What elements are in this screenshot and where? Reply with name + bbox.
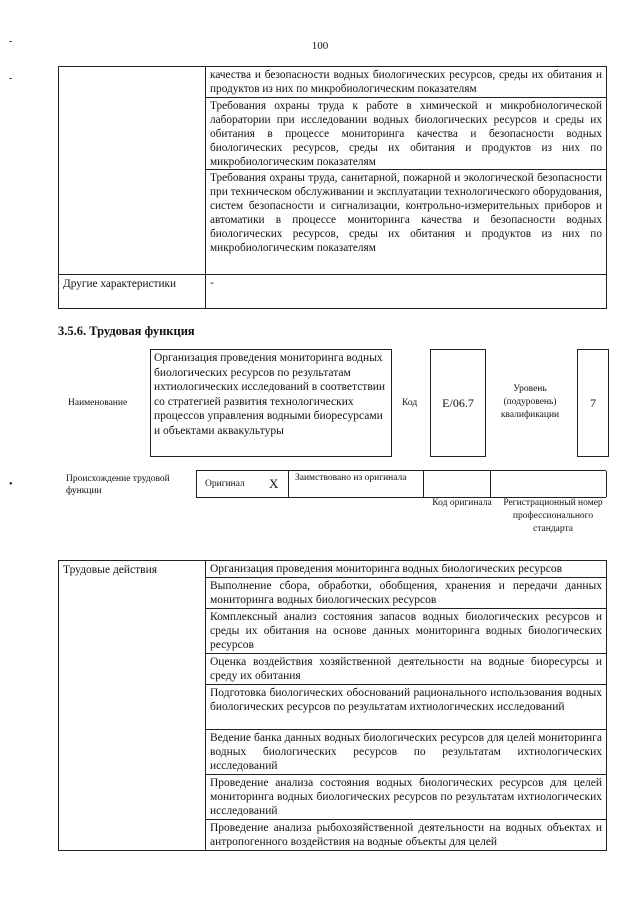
function-code: E/06.7 xyxy=(430,349,486,457)
origin-borrowed-cell xyxy=(288,471,424,497)
requirement-cell: - xyxy=(206,275,607,309)
level-label: Уровень (подуровень) квалификации xyxy=(500,384,560,420)
section-heading: 3.5.6. Трудовая функция xyxy=(58,324,195,338)
action-item: Комплексный анализ состояния запасов водных биологических ресурсов и среды их обитания на основе данных мониторинга водных биологических ресурсов xyxy=(206,609,607,654)
action-item: Организация проведения мониторинга водных биологических ресурсов xyxy=(206,561,607,578)
margin-mark: - xyxy=(9,73,13,84)
table-row xyxy=(59,275,607,309)
origin-row xyxy=(196,470,606,498)
action-item: Подготовка биологических обоснований рационального использования водных биологических ресурсов по результатам ихтиологических исследований xyxy=(206,685,607,730)
action-item: Проведение анализа состояния водных биологических ресурсов для целей мониторинга водных биологических ресурсов по результатам ихтиологических исследований xyxy=(206,775,607,820)
requirement-cell: качества и безопасности водных биологических ресурсов, среды их обитания и продуктов из них по микробиологическим показателям xyxy=(206,67,607,98)
table-row xyxy=(59,67,607,98)
origin-code-cell xyxy=(423,471,491,497)
borrowed-label: Заимствовано из оригинала xyxy=(295,473,407,483)
action-item: Проведение анализа рыбохозяйственной деятельности на водных объектах и антропогенного воздействия на водные объекты для целей xyxy=(206,820,607,851)
margin-mark: - xyxy=(9,36,13,47)
action-item: Ведение банка данных водных биологических ресурсов для целей мониторинга водных биологических ресурсов по результатам ихтиологических исследований xyxy=(206,730,607,775)
table-row xyxy=(59,561,607,578)
qualification-level: 7 xyxy=(577,349,609,457)
requirement-cell: Требования охраны труда, санитарной, пожарной и экологической безопасности при техническом обслуживании и эксплуатации технологического оборудования, систем безопасности и сигнализации, контрольно-измерительных приборов и автоматики в процессе мониторинга качества и безопасности водных биологических ресурсов, среды их обитания и продуктов из них по микробиологическим показателям xyxy=(206,170,607,275)
page-number: 100 xyxy=(311,40,329,52)
row-label: Другие характеристики xyxy=(59,275,206,309)
actions-table xyxy=(58,560,607,851)
original-label: Оригинал xyxy=(205,479,245,489)
requirement-cell: Требования охраны труда к работе в химической и микробиологической лаборатории при исследовании водных биологических ресурсов и среды их обитания в процессе мониторинга качества и безопасности водных биологических ресурсов, среды их обитания и продуктов из них по микробиологическим показателям xyxy=(206,98,607,170)
reg-number-label: Регистрационный номер профессионального стандарта xyxy=(503,498,603,534)
origin-label: Происхождение трудовой функции xyxy=(66,474,170,496)
action-item: Оценка воздействия хозяйственной деятельности на водные биоресурсы и среду их обитания xyxy=(206,654,607,685)
function-name-box: Организация проведения мониторинга водных биологических ресурсов по результатам ихтиологических исследований в соответствии со стратегией развития технологических процессов управления водными биоресурсами и объектами аквакультуры xyxy=(150,349,392,457)
name-label: Наименование xyxy=(68,398,128,408)
original-mark: X xyxy=(269,476,279,491)
row-label xyxy=(59,67,206,275)
action-item: Выполнение сбора, обработки, обобщения, хранения и передачи данных мониторинга водных биологических ресурсов xyxy=(206,578,607,609)
margin-mark: • xyxy=(9,479,13,490)
actions-label: Трудовые действия xyxy=(59,561,206,851)
code-label: Код xyxy=(402,398,418,408)
origin-regnum-cell xyxy=(490,471,607,497)
origin-original-cell xyxy=(196,471,289,497)
characteristics-table xyxy=(58,66,607,309)
code-original-label: Код оригинала xyxy=(432,498,492,508)
